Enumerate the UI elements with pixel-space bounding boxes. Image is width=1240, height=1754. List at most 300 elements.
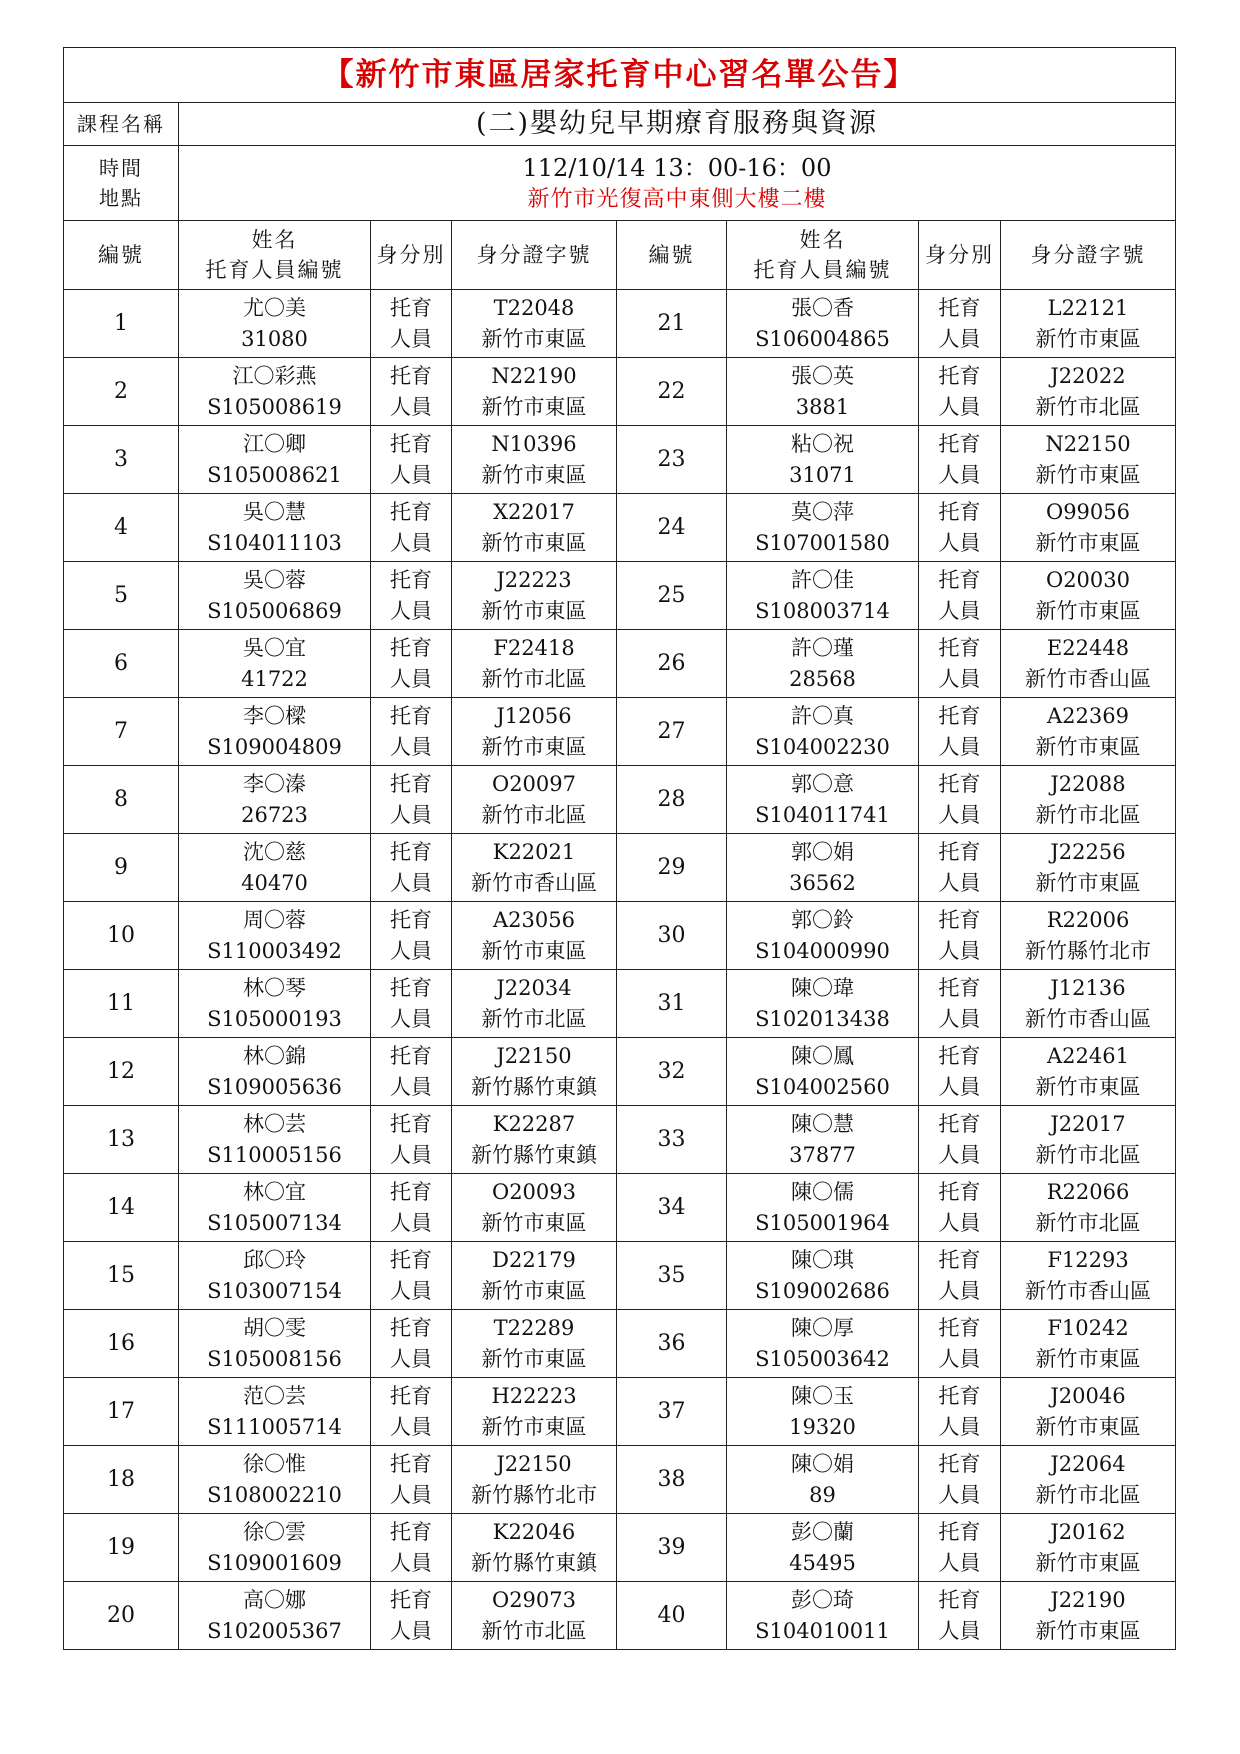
identity-cell-right	[919, 562, 1001, 630]
caregiver-name-right: 郭〇娟	[791, 839, 854, 864]
header-name-line2: 托育人員編號	[205, 258, 344, 282]
caregiver-name-right: 粘〇祝	[791, 431, 854, 456]
row-number-right: 37	[617, 1378, 727, 1446]
caregiver-code-right: 45495	[789, 1550, 856, 1575]
id-number-right: J12136	[1050, 975, 1126, 1000]
row-number-right: 24	[617, 494, 727, 562]
id-number-cell	[452, 1378, 617, 1446]
caregiver-cell-right	[727, 902, 919, 970]
id-number-right: J22064	[1050, 1451, 1126, 1476]
caregiver-code: S109005636	[207, 1074, 342, 1099]
caregiver-cell	[179, 970, 371, 1038]
caregiver-cell-right	[727, 494, 919, 562]
caregiver-code: 26723	[241, 802, 308, 827]
identity-line2-right: 人員	[938, 1550, 981, 1575]
caregiver-name-right: 張〇英	[791, 363, 854, 388]
caregiver-code-right: S104000990	[755, 938, 890, 963]
id-number-right: N22150	[1045, 431, 1131, 456]
caregiver-code-right: 31071	[789, 462, 856, 487]
caregiver-cell	[179, 834, 371, 902]
caregiver-name: 邱〇玲	[243, 1247, 306, 1272]
header-name-line1-right: 姓名	[799, 228, 846, 252]
identity-cell-right	[919, 698, 1001, 766]
identity-line2: 人員	[390, 1006, 432, 1031]
caregiver-cell-right	[727, 562, 919, 630]
id-number-cell-right	[1001, 766, 1176, 834]
identity-line2-right: 人員	[938, 1414, 981, 1439]
identity-line1: 托育	[390, 1383, 432, 1408]
row-number-right: 29	[617, 834, 727, 902]
id-number-cell-right	[1001, 1582, 1176, 1650]
row-number: 2	[64, 358, 179, 426]
residence-area: 新竹市東區	[481, 1210, 587, 1235]
id-number-right: J22256	[1050, 839, 1126, 864]
row-number-right: 28	[617, 766, 727, 834]
identity-line1-right: 托育	[938, 363, 981, 388]
identity-cell	[371, 358, 452, 426]
residence-area: 新竹市東區	[481, 326, 587, 351]
caregiver-code-right: S104002230	[755, 734, 890, 759]
caregiver-name: 江〇彩燕	[232, 363, 317, 388]
id-number-right: R22066	[1046, 1179, 1130, 1204]
id-number-right: O99056	[1045, 499, 1131, 524]
residence-area-right: 新竹市東區	[1035, 598, 1141, 623]
caregiver-name-right: 陳〇厚	[791, 1315, 854, 1340]
id-number-cell-right	[1001, 902, 1176, 970]
id-number-cell-right	[1001, 834, 1176, 902]
caregiver-code: 31080	[241, 326, 308, 351]
id-number: N10396	[491, 431, 577, 456]
identity-line2: 人員	[390, 530, 432, 555]
id-number-cell-right	[1001, 1106, 1176, 1174]
id-number-cell	[452, 562, 617, 630]
time-label: 時間	[99, 156, 143, 180]
caregiver-cell	[179, 766, 371, 834]
residence-area-right: 新竹市東區	[1035, 734, 1141, 759]
id-number-cell-right	[1001, 1310, 1176, 1378]
identity-line2: 人員	[390, 734, 432, 759]
caregiver-cell	[179, 1514, 371, 1582]
identity-line1-right: 托育	[938, 567, 981, 592]
header-name-line2-right: 托育人員編號	[753, 258, 892, 282]
identity-line2: 人員	[390, 326, 432, 351]
identity-line2-right: 人員	[938, 1482, 981, 1507]
caregiver-cell-right	[727, 698, 919, 766]
residence-area-right: 新竹市香山區	[1025, 1278, 1151, 1303]
identity-line1: 托育	[390, 1043, 432, 1068]
identity-cell-right	[919, 1446, 1001, 1514]
id-number: H22223	[491, 1383, 577, 1408]
caregiver-cell	[179, 698, 371, 766]
caregiver-cell	[179, 1378, 371, 1446]
identity-line1: 托育	[390, 771, 432, 796]
identity-line1-right: 托育	[938, 1519, 981, 1544]
id-number-cell-right	[1001, 1038, 1176, 1106]
caregiver-name: 胡〇雯	[243, 1315, 306, 1340]
identity-cell-right	[919, 1514, 1001, 1582]
time-place-label	[64, 146, 179, 221]
identity-line1: 托育	[390, 363, 432, 388]
residence-area-right: 新竹市北區	[1035, 1142, 1141, 1167]
id-number-cell	[452, 426, 617, 494]
caregiver-code-right: S104002560	[755, 1074, 890, 1099]
identity-cell-right	[919, 766, 1001, 834]
caregiver-name-right: 陳〇娟	[791, 1451, 854, 1476]
caregiver-name-right: 陳〇玉	[791, 1383, 854, 1408]
caregiver-name: 范〇芸	[243, 1383, 306, 1408]
identity-line1-right: 托育	[938, 771, 981, 796]
identity-line1: 托育	[390, 975, 432, 1000]
header-number: 編號	[64, 221, 179, 290]
id-number-right: J22088	[1050, 771, 1126, 796]
time-value: 112/10/14 13：00-16：00	[522, 153, 832, 182]
identity-line2: 人員	[390, 938, 432, 963]
table-row	[64, 1038, 1176, 1106]
residence-area: 新竹縣竹東鎮	[471, 1550, 597, 1575]
caregiver-code: S102005367	[207, 1618, 342, 1643]
residence-area: 新竹市東區	[481, 734, 587, 759]
identity-line2-right: 人員	[938, 666, 981, 691]
identity-cell	[371, 426, 452, 494]
caregiver-name-right: 張〇香	[791, 295, 854, 320]
caregiver-cell-right	[727, 766, 919, 834]
caregiver-code: S103007154	[207, 1278, 342, 1303]
header-identity-right: 身分別	[919, 221, 1001, 290]
row-number-right: 38	[617, 1446, 727, 1514]
id-number: J22150	[496, 1451, 572, 1476]
row-number: 14	[64, 1174, 179, 1242]
caregiver-name: 吳〇宜	[243, 635, 306, 660]
identity-line1: 托育	[390, 1519, 432, 1544]
id-number-cell	[452, 1106, 617, 1174]
id-number: J22223	[496, 567, 572, 592]
row-number: 20	[64, 1582, 179, 1650]
residence-area: 新竹市北區	[481, 666, 587, 691]
identity-line2: 人員	[390, 1142, 432, 1167]
header-name	[179, 221, 371, 290]
caregiver-code: S105008621	[207, 462, 342, 487]
identity-line1: 托育	[390, 499, 432, 524]
caregiver-cell	[179, 1446, 371, 1514]
caregiver-name-right: 郭〇意	[791, 771, 854, 796]
identity-cell-right	[919, 970, 1001, 1038]
id-number: T22048	[493, 295, 575, 320]
caregiver-code-right: S104010011	[755, 1618, 890, 1643]
caregiver-name: 吳〇慧	[243, 499, 306, 524]
row-number-right: 26	[617, 630, 727, 698]
course-name: (二)嬰幼兒早期療育服務與資源	[179, 103, 1176, 146]
caregiver-code: S109001609	[207, 1550, 342, 1575]
caregiver-name-right: 陳〇儒	[791, 1179, 854, 1204]
caregiver-name-right: 陳〇鳳	[791, 1043, 854, 1068]
caregiver-cell	[179, 1106, 371, 1174]
identity-line1: 托育	[390, 1111, 432, 1136]
id-number-cell	[452, 1038, 617, 1106]
row-number-right: 36	[617, 1310, 727, 1378]
row-number: 18	[64, 1446, 179, 1514]
identity-line2: 人員	[390, 462, 432, 487]
residence-area: 新竹市東區	[481, 598, 587, 623]
caregiver-code: 40470	[241, 870, 308, 895]
identity-cell	[371, 1242, 452, 1310]
identity-line2-right: 人員	[938, 1346, 981, 1371]
identity-line2: 人員	[390, 1278, 432, 1303]
table-row	[64, 290, 1176, 358]
caregiver-cell	[179, 562, 371, 630]
identity-cell-right	[919, 290, 1001, 358]
id-number-right: F10242	[1047, 1315, 1129, 1340]
identity-line2-right: 人員	[938, 1074, 981, 1099]
identity-cell	[371, 1582, 452, 1650]
header-identity: 身分別	[371, 221, 452, 290]
caregiver-cell	[179, 1242, 371, 1310]
header-name-line1: 姓名	[251, 228, 298, 252]
identity-line1-right: 托育	[938, 635, 981, 660]
id-number-right: J20162	[1050, 1519, 1126, 1544]
id-number-cell	[452, 902, 617, 970]
caregiver-name-right: 陳〇琪	[791, 1247, 854, 1272]
caregiver-name: 李〇溱	[243, 771, 306, 796]
row-number: 5	[64, 562, 179, 630]
id-number-cell-right	[1001, 562, 1176, 630]
row-number-right: 35	[617, 1242, 727, 1310]
id-number: F22418	[493, 635, 575, 660]
residence-area-right: 新竹市東區	[1035, 1550, 1141, 1575]
id-number-right: A22369	[1047, 703, 1129, 728]
caregiver-cell-right	[727, 1582, 919, 1650]
identity-cell	[371, 494, 452, 562]
table-row	[64, 358, 1176, 426]
row-number: 11	[64, 970, 179, 1038]
identity-cell	[371, 1446, 452, 1514]
caregiver-name: 徐〇雲	[243, 1519, 306, 1544]
identity-cell-right	[919, 1174, 1001, 1242]
identity-line1: 托育	[390, 1179, 432, 1204]
caregiver-name: 林〇芸	[243, 1111, 306, 1136]
caregiver-code-right: S109002686	[755, 1278, 890, 1303]
row-number: 16	[64, 1310, 179, 1378]
identity-line2-right: 人員	[938, 394, 981, 419]
row-number-right: 31	[617, 970, 727, 1038]
residence-area: 新竹市東區	[481, 1414, 587, 1439]
caregiver-name: 江〇卿	[243, 431, 306, 456]
identity-line1-right: 托育	[938, 703, 981, 728]
identity-line2: 人員	[390, 802, 432, 827]
row-number: 7	[64, 698, 179, 766]
caregiver-code-right: S105001964	[755, 1210, 890, 1235]
id-number: K22287	[492, 1111, 576, 1136]
id-number-right: J20046	[1050, 1383, 1126, 1408]
row-number-right: 33	[617, 1106, 727, 1174]
table-row	[64, 562, 1176, 630]
header-name-right	[727, 221, 919, 290]
caregiver-cell-right	[727, 1378, 919, 1446]
identity-cell-right	[919, 494, 1001, 562]
id-number-cell-right	[1001, 290, 1176, 358]
identity-line2: 人員	[390, 1550, 432, 1575]
row-number: 6	[64, 630, 179, 698]
place-value: 新竹市光復高中東側大樓二樓	[527, 186, 827, 212]
id-number-cell	[452, 834, 617, 902]
table-row	[64, 970, 1176, 1038]
identity-line2-right: 人員	[938, 598, 981, 623]
identity-line2: 人員	[390, 1074, 432, 1099]
residence-area-right: 新竹市北區	[1035, 1210, 1141, 1235]
table-row	[64, 426, 1176, 494]
identity-line2: 人員	[390, 1346, 432, 1371]
id-number-cell-right	[1001, 1242, 1176, 1310]
identity-cell-right	[919, 358, 1001, 426]
caregiver-cell-right	[727, 1446, 919, 1514]
identity-cell	[371, 834, 452, 902]
identity-line2: 人員	[390, 666, 432, 691]
caregiver-code: S104011103	[207, 530, 342, 555]
identity-line2: 人員	[390, 1414, 432, 1439]
id-number-cell	[452, 766, 617, 834]
table-row	[64, 766, 1176, 834]
identity-cell-right	[919, 426, 1001, 494]
caregiver-name: 吳〇蓉	[243, 567, 306, 592]
identity-cell	[371, 1514, 452, 1582]
roster-table	[63, 47, 1176, 1650]
caregiver-code: S105008156	[207, 1346, 342, 1371]
table-row	[64, 1514, 1176, 1582]
identity-line1-right: 托育	[938, 1111, 981, 1136]
header-number-right: 編號	[617, 221, 727, 290]
caregiver-code-right: 37877	[789, 1142, 856, 1167]
caregiver-cell	[179, 1582, 371, 1650]
identity-line1-right: 托育	[938, 975, 981, 1000]
caregiver-name-right: 陳〇瑋	[791, 975, 854, 1000]
id-number-cell	[452, 1242, 617, 1310]
identity-cell	[371, 902, 452, 970]
row-number: 9	[64, 834, 179, 902]
caregiver-cell	[179, 630, 371, 698]
caregiver-code: S105008619	[207, 394, 342, 419]
identity-line1-right: 托育	[938, 1315, 981, 1340]
announcement-sheet	[63, 47, 1175, 1650]
caregiver-code-right: S102013438	[755, 1006, 890, 1031]
caregiver-cell	[179, 494, 371, 562]
id-number-right: E22448	[1046, 635, 1130, 660]
table-row	[64, 698, 1176, 766]
id-number-cell-right	[1001, 1514, 1176, 1582]
id-number-cell	[452, 698, 617, 766]
residence-area-right: 新竹市東區	[1035, 462, 1141, 487]
identity-cell-right	[919, 1038, 1001, 1106]
caregiver-name: 尤〇美	[243, 295, 306, 320]
id-number-cell-right	[1001, 426, 1176, 494]
caregiver-cell-right	[727, 290, 919, 358]
identity-line2-right: 人員	[938, 1278, 981, 1303]
residence-area-right: 新竹市東區	[1035, 1414, 1141, 1439]
caregiver-code-right: 3881	[795, 394, 850, 419]
id-number-cell	[452, 290, 617, 358]
identity-cell	[371, 766, 452, 834]
row-number-right: 21	[617, 290, 727, 358]
row-number: 12	[64, 1038, 179, 1106]
identity-line2: 人員	[390, 598, 432, 623]
table-row	[64, 1106, 1176, 1174]
header-id-number-right: 身分證字號	[1001, 221, 1176, 290]
caregiver-cell	[179, 290, 371, 358]
identity-line1: 托育	[390, 431, 432, 456]
caregiver-cell	[179, 426, 371, 494]
identity-cell	[371, 290, 452, 358]
identity-line1-right: 托育	[938, 1043, 981, 1068]
identity-cell-right	[919, 630, 1001, 698]
caregiver-code-right: 19320	[789, 1414, 856, 1439]
identity-cell-right	[919, 1378, 1001, 1446]
caregiver-cell	[179, 1310, 371, 1378]
caregiver-code: S110005156	[207, 1142, 342, 1167]
caregiver-name: 林〇錦	[243, 1043, 306, 1068]
identity-line1-right: 托育	[938, 839, 981, 864]
residence-area-right: 新竹市香山區	[1025, 1006, 1151, 1031]
residence-area: 新竹市香山區	[471, 870, 597, 895]
table-row	[64, 1582, 1176, 1650]
identity-cell	[371, 1174, 452, 1242]
identity-line2-right: 人員	[938, 1006, 981, 1031]
table-row	[64, 1378, 1176, 1446]
table-row	[64, 1446, 1176, 1514]
identity-line1-right: 托育	[938, 1587, 981, 1612]
row-number: 10	[64, 902, 179, 970]
caregiver-cell-right	[727, 1514, 919, 1582]
caregiver-code: S110003492	[207, 938, 342, 963]
id-number-right: J22190	[1050, 1587, 1126, 1612]
row-number-right: 34	[617, 1174, 727, 1242]
caregiver-name: 沈〇慈	[243, 839, 306, 864]
id-number-right: A22461	[1047, 1043, 1129, 1068]
identity-line2-right: 人員	[938, 734, 981, 759]
identity-cell	[371, 1038, 452, 1106]
id-number: O20097	[491, 771, 577, 796]
identity-cell	[371, 562, 452, 630]
id-number: O29073	[491, 1587, 577, 1612]
identity-cell-right	[919, 1310, 1001, 1378]
residence-area-right: 新竹市北區	[1035, 802, 1141, 827]
id-number-cell	[452, 494, 617, 562]
id-number: K22021	[492, 839, 576, 864]
id-number: O20093	[491, 1179, 577, 1204]
id-number-right: O20030	[1045, 567, 1131, 592]
identity-line1-right: 托育	[938, 431, 981, 456]
identity-line2: 人員	[390, 1210, 432, 1235]
id-number: K22046	[492, 1519, 576, 1544]
caregiver-name: 李〇樑	[243, 703, 306, 728]
identity-cell-right	[919, 1106, 1001, 1174]
caregiver-code-right: 36562	[789, 870, 856, 895]
identity-cell-right	[919, 1242, 1001, 1310]
id-number-cell-right	[1001, 494, 1176, 562]
identity-line1-right: 托育	[938, 907, 981, 932]
caregiver-cell-right	[727, 426, 919, 494]
identity-line1-right: 托育	[938, 1179, 981, 1204]
caregiver-name-right: 郭〇鈴	[791, 907, 854, 932]
caregiver-cell	[179, 358, 371, 426]
course-label: 課程名稱	[64, 103, 179, 146]
id-number: D22179	[492, 1247, 576, 1272]
residence-area: 新竹市東區	[481, 1346, 587, 1371]
id-number: J22150	[496, 1043, 572, 1068]
identity-line1-right: 托育	[938, 1247, 981, 1272]
row-number-right: 32	[617, 1038, 727, 1106]
row-number: 15	[64, 1242, 179, 1310]
identity-cell	[371, 698, 452, 766]
caregiver-code: S105006869	[207, 598, 342, 623]
caregiver-cell-right	[727, 970, 919, 1038]
